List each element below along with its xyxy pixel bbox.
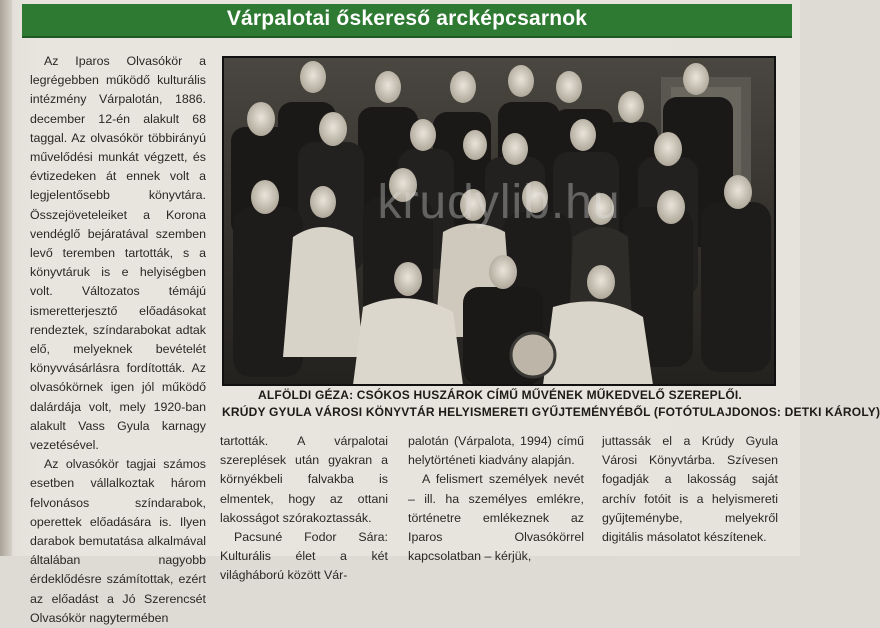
page-binding	[0, 0, 12, 556]
article-paragraph: A felismert személyek nevét – ill. ha személyes emlékre, történetre emlékeznek az Iparos Olvasókörrel kapcsolatban – kérjük,	[408, 472, 584, 564]
article-column-3	[408, 432, 584, 566]
page-title: Várpalotai őskereső arcképcsarnok	[226, 7, 588, 30]
article-paragraph: palotán (Várpalota, 1994) című helytörténeti kiadvány alapján.	[408, 434, 584, 468]
photo-caption-line-1: ALFÖLDI GÉZA: CSÓKOS HUSZÁROK CÍMŰ MŰVÉNEK MŰKEDVELŐ SZEREPLŐI.	[258, 388, 742, 402]
article-paragraph: juttassák el a Krúdy Gyula Városi Könyvtárba. Szívesen fogadják a lakosság saját archív fotóit is a helyismereti gyűjteménybe, melyekről digitális másolatot készítenek.	[602, 434, 778, 545]
title-bar	[22, 4, 792, 38]
article-paragraph: Az olvasókör tagjai számos esetben vállalkoztak három felvonásos színdarabok, operettek előadására is. Ilyen darabok bemutatása alkalmával általában nagyobb érdeklődésre számítottak, ezért az előadást a Jó Szerencsét Olvasókör nagytermében	[30, 457, 206, 625]
article-paragraph: Az Iparos Olvasókör a legrégebben működő kulturális intézmény Várpalotán, 1886. december 12-én alakult 68 taggal. Az olvasókör többirányú művelődési munkát végzett, és évtizedeken át ennek volt a legjelentősebb könyvtára. Összejöveteleiket a Korona vendéglő bejáratával szemben levő teremben tartották, s a könyvtáruk is e helyiségben volt. Változatos témájú ismeretterjesztő előadásokat rendeztek, színdarabokat adtak elő, melyeknek bevételét könyvvásárlásra fordították. Az olvasókörnek igen jól működő dalárdája volt, mely 1920-ban alakult Vass Gyula karnagy vezetésével.	[30, 54, 206, 453]
article-column-4	[602, 432, 778, 547]
photo-caption	[222, 387, 880, 421]
article-paragraph: Pacsuné Fodor Sára: Kulturális élet a két világháború között Vár-	[220, 530, 388, 583]
photo-watermark: krudylib.hu	[377, 176, 621, 229]
group-photo	[222, 56, 776, 386]
photo-caption-line-2: KRÚDY GYULA VÁROSI KÖNYVTÁR HELYISMERETI GYŰJTEMÉNYÉBŐL (FOTÓTULAJDONOS: DETKI KÁROLY)	[222, 405, 880, 419]
article-column-1	[30, 52, 206, 628]
article-paragraph: tartották. A várpalotai szereplések után gyakran a környékbeli falvakba is elmentek, hogy az ottani lakosságot szórakoztassák.	[220, 434, 388, 525]
article-column-2	[220, 432, 388, 586]
